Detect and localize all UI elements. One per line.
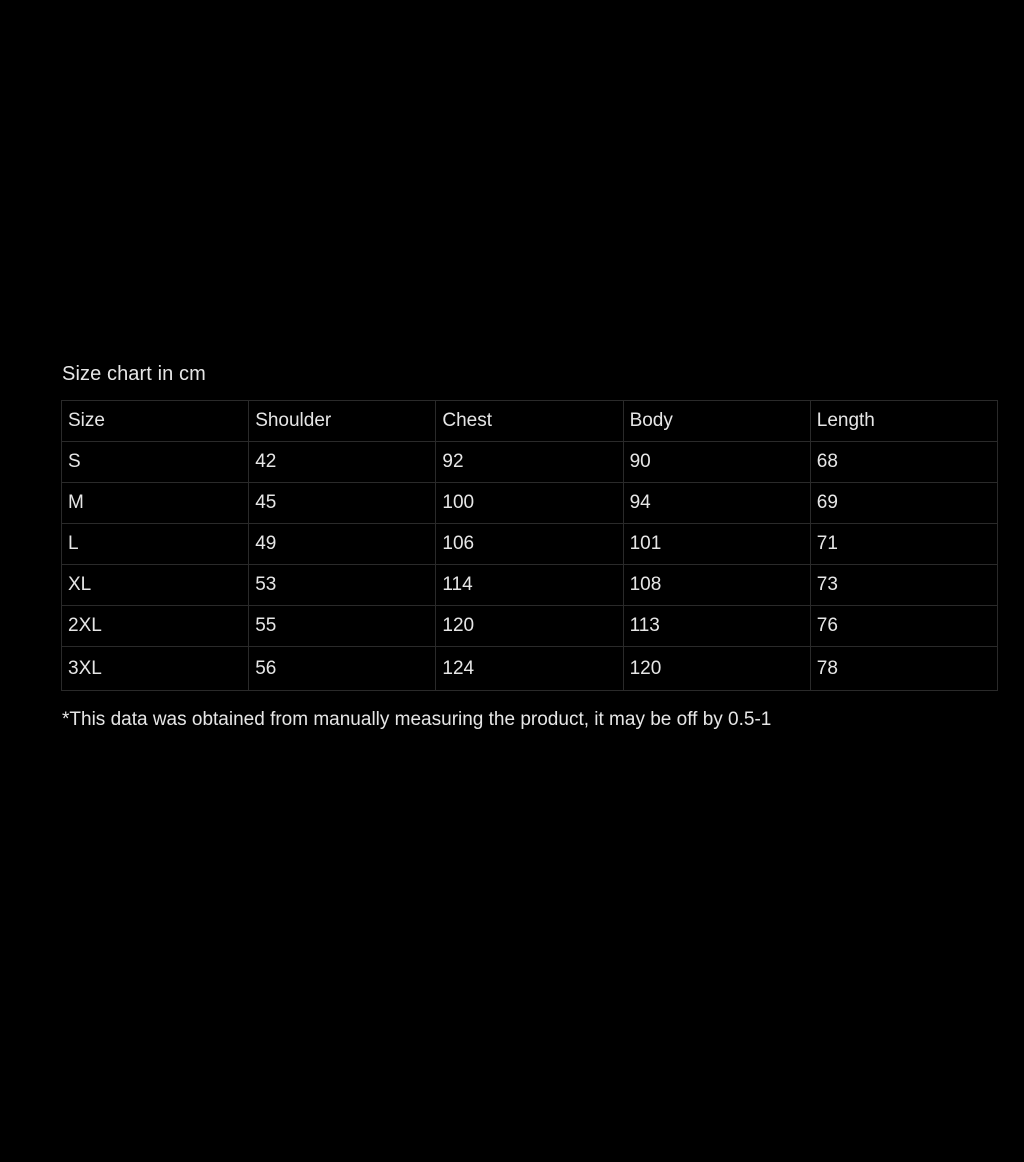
- table-cell-body: 113: [623, 606, 810, 647]
- table-cell-size: XL: [62, 565, 249, 606]
- table-cell-shoulder: 45: [249, 483, 436, 524]
- header-chest: Chest: [436, 401, 623, 442]
- table-cell-shoulder: 49: [249, 524, 436, 565]
- size-chart-title: Size chart in cm: [62, 363, 206, 385]
- table-cell-shoulder: 56: [249, 647, 436, 691]
- table-cell-shoulder: 55: [249, 606, 436, 647]
- table-cell-shoulder: 42: [249, 442, 436, 483]
- table-header-row: [62, 401, 998, 442]
- table-row: [62, 524, 998, 565]
- header-shoulder: Shoulder: [249, 401, 436, 442]
- table-row: [62, 606, 998, 647]
- table-row: [62, 483, 998, 524]
- table-cell-body: 90: [623, 442, 810, 483]
- table-cell-length: 71: [810, 524, 997, 565]
- table-cell-chest: 100: [436, 483, 623, 524]
- table-cell-body: 101: [623, 524, 810, 565]
- table-cell-length: 68: [810, 442, 997, 483]
- table-cell-chest: 106: [436, 524, 623, 565]
- table-cell-body: 94: [623, 483, 810, 524]
- table-cell-body: 108: [623, 565, 810, 606]
- size-chart-table: [61, 400, 998, 691]
- table-row: [62, 442, 998, 483]
- header-length: Length: [810, 401, 997, 442]
- table-cell-length: 73: [810, 565, 997, 606]
- table-row: [62, 565, 998, 606]
- table-cell-size: S: [62, 442, 249, 483]
- header-body: Body: [623, 401, 810, 442]
- measurement-note: *This data was obtained from manually measuring the product, it may be off by 0.5-1: [62, 709, 772, 730]
- table-cell-chest: 92: [436, 442, 623, 483]
- table-cell-size: 3XL: [62, 647, 249, 691]
- header-size: Size: [62, 401, 249, 442]
- table-cell-chest: 114: [436, 565, 623, 606]
- table-cell-body: 120: [623, 647, 810, 691]
- table-row: [62, 647, 998, 691]
- table-cell-chest: 120: [436, 606, 623, 647]
- table-cell-size: M: [62, 483, 249, 524]
- table-cell-length: 78: [810, 647, 997, 691]
- table-cell-size: L: [62, 524, 249, 565]
- table-cell-shoulder: 53: [249, 565, 436, 606]
- table-cell-length: 69: [810, 483, 997, 524]
- table-cell-length: 76: [810, 606, 997, 647]
- table-cell-chest: 124: [436, 647, 623, 691]
- table-cell-size: 2XL: [62, 606, 249, 647]
